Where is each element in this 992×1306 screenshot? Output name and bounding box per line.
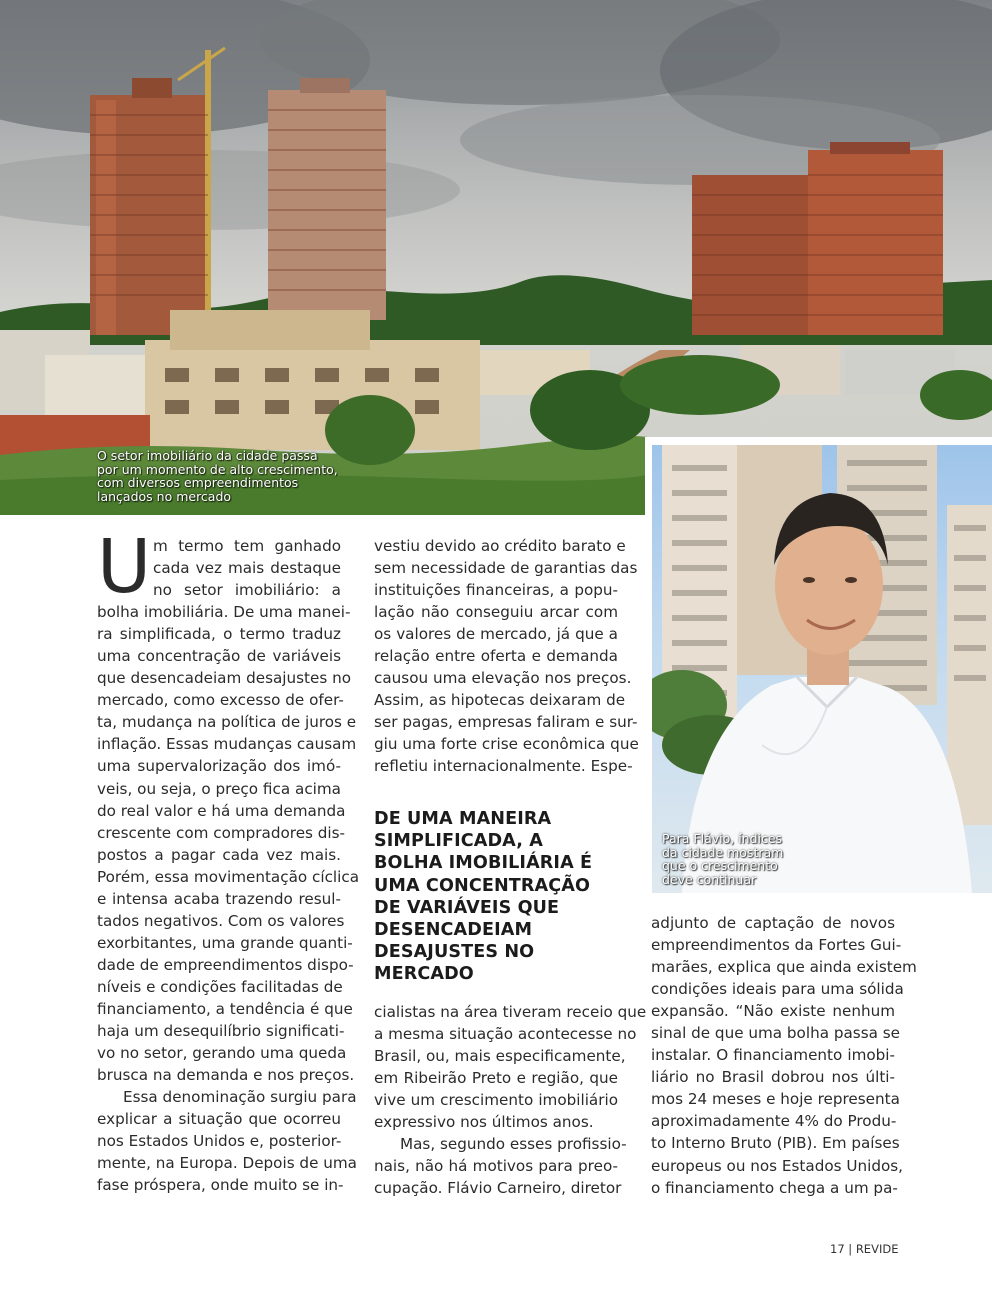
- text-line: postos a pagar cada vez mais.: [97, 845, 341, 864]
- portrait-photo-caption: [662, 832, 783, 886]
- text-line: adjunto de captação de novos: [651, 914, 895, 932]
- text-line: refletiu internacionalmente. Espe-: [374, 757, 633, 776]
- text-line: cada vez mais destaque: [153, 559, 341, 578]
- pull-quote-line: DESENCADEIAM: [374, 920, 533, 941]
- text-line: europeus ou nos Estados Unidos,: [651, 1156, 904, 1175]
- text-line: haja um desequilíbrio significati-: [97, 1022, 345, 1041]
- text-line: tados negativos. Com os valores: [97, 911, 345, 930]
- text-line: relação entre oferta e demanda: [374, 647, 618, 666]
- text-line: empreendimentos da Fortes Gui-: [651, 936, 902, 955]
- text-line: mente, na Europa. Depois de uma: [97, 1154, 357, 1173]
- caption-line: com diversos empreendimentos: [97, 475, 299, 490]
- text-line: mos 24 meses e hoje representa: [651, 1090, 900, 1109]
- text-line: vive um crescimento imobiliário: [374, 1091, 618, 1110]
- caption-line: por um momento de alto crescimento,: [97, 461, 338, 477]
- text-line: fase próspera, onde muito se in-: [97, 1176, 344, 1195]
- text-line: crescente com compradores dis-: [97, 823, 346, 842]
- text-line: os valores de mercado, já que a: [374, 625, 618, 644]
- text-line: dade de empreendimentos dispo-: [97, 955, 354, 974]
- text-line: brusca na demanda e nos preços.: [97, 1066, 355, 1085]
- text-line: aproximadamente 4% do Produ-: [651, 1112, 897, 1131]
- pull-quote-line: UMA CONCENTRAÇÃO: [374, 875, 591, 896]
- text-line: vestiu devido ao crédito barato e: [374, 537, 626, 555]
- portrait-photo-frame: [645, 437, 992, 901]
- text-line: nos Estados Unidos e, posterior-: [97, 1132, 342, 1151]
- caption-line: que o crescimento: [662, 858, 778, 873]
- text-line: instituições financeiras, a popu-: [374, 581, 618, 600]
- text-line: veis, ou seja, o preço fica acima: [97, 779, 341, 798]
- article-column-3: [651, 912, 917, 1199]
- text-line: to Interno Bruto (PIB). Em países: [651, 1134, 900, 1153]
- text-line: marães, explica que ainda existem: [651, 958, 917, 977]
- text-line: uma supervalorização dos imó-: [97, 757, 341, 776]
- text-line: vo no setor, gerando uma queda: [97, 1044, 347, 1063]
- pull-quote-line: MERCADO: [374, 964, 474, 985]
- text-line: que desencadeiam desajustes no: [97, 669, 352, 688]
- text-line: Brasil, ou, mais especificamente,: [374, 1047, 626, 1066]
- pull-quote-line: DE VARIÁVEIS QUE: [374, 897, 560, 918]
- text-line: Assim, as hipotecas deixaram de: [374, 691, 626, 710]
- text-line: expressivo nos últimos anos.: [374, 1113, 594, 1132]
- text-line: a mesma situação acontecesse no: [374, 1025, 637, 1044]
- text-line: ta, mudança na política de juros e: [97, 713, 357, 732]
- caption-line: da cidade mostram: [662, 844, 784, 860]
- text-line: cialistas na área tiveram receio que: [374, 1003, 647, 1021]
- text-line: condições ideais para uma sólida: [651, 980, 904, 999]
- text-line: nais, não há motivos para preo-: [374, 1157, 618, 1176]
- text-line: ser pagas, empresas faliram e sur-: [374, 713, 638, 732]
- text-line: e intensa acaba trazendo resul-: [97, 889, 341, 908]
- pull-quote-line: BOLHA IMOBILIÁRIA É: [374, 853, 593, 874]
- text-line: financiamento, a tendência é que: [97, 999, 353, 1018]
- caption-line: deve continuar: [662, 871, 757, 887]
- page-folio: 17 | REVIDE: [830, 1242, 899, 1256]
- pull-quote-line: SIMPLIFICADA, A: [374, 831, 543, 852]
- article-column-2-top: [374, 535, 639, 778]
- text-line: expansão. “Não existe nenhum: [651, 1002, 895, 1021]
- hero-photo-caption: [97, 449, 338, 503]
- text-line: explicar a situação que ocorreu: [97, 1110, 341, 1129]
- text-line: m termo tem ganhado: [153, 537, 341, 555]
- text-line: exorbitantes, uma grande quanti-: [97, 933, 353, 952]
- text-line: sem necessidade de garantias das: [374, 559, 638, 578]
- text-line: causou uma elevação nos preços.: [374, 669, 632, 688]
- text-line: ra simplificada, o termo traduz: [97, 625, 341, 644]
- caption-line: O setor imobiliário da cidade passa: [97, 448, 318, 463]
- text-line: cupação. Flávio Carneiro, diretor: [374, 1179, 622, 1198]
- portrait-photo: [652, 445, 992, 893]
- text-line: mercado, como excesso de ofer-: [97, 691, 344, 710]
- text-line: uma concentração de variáveis: [97, 647, 341, 666]
- text-line: giu uma forte crise econômica que: [374, 735, 639, 754]
- text-line: Porém, essa movimentação cíclica: [97, 867, 360, 886]
- text-line: níveis e condições facilitadas de: [97, 977, 343, 996]
- text-line: inflação. Essas mudanças causam: [97, 735, 357, 754]
- drop-cap: U: [97, 524, 152, 610]
- text-line: bolha imobiliária. De uma manei-: [97, 603, 351, 622]
- text-line: Essa denominação surgiu para: [123, 1088, 357, 1107]
- text-line: Mas, segundo esses profissio-: [400, 1135, 627, 1154]
- caption-line: Para Flávio, índices: [662, 831, 783, 846]
- text-line: no setor imobiliário: a: [153, 581, 341, 600]
- pull-quote-line: DE UMA MANEIRA: [374, 809, 552, 829]
- text-line: do real valor e há uma demanda: [97, 801, 346, 820]
- text-line: sinal de que uma bolha passa se: [651, 1024, 900, 1043]
- text-line: instalar. O financiamento imobi-: [651, 1046, 895, 1065]
- caption-line: lançados no mercado: [97, 488, 232, 504]
- article-column-2-bottom: [374, 1001, 647, 1199]
- article-column-1: [97, 535, 360, 1196]
- text-line: em Ribeirão Preto e região, que: [374, 1069, 618, 1088]
- text-line: liário no Brasil dobrou nos últi-: [651, 1068, 895, 1087]
- text-line: o financiamento chega a um pa-: [651, 1178, 898, 1197]
- text-line: lação não conseguiu arcar com: [374, 603, 618, 622]
- businessman-portrait-illustration: [652, 445, 992, 893]
- pull-quote-line: DESAJUSTES NO: [374, 942, 535, 963]
- pull-quote: [374, 808, 624, 986]
